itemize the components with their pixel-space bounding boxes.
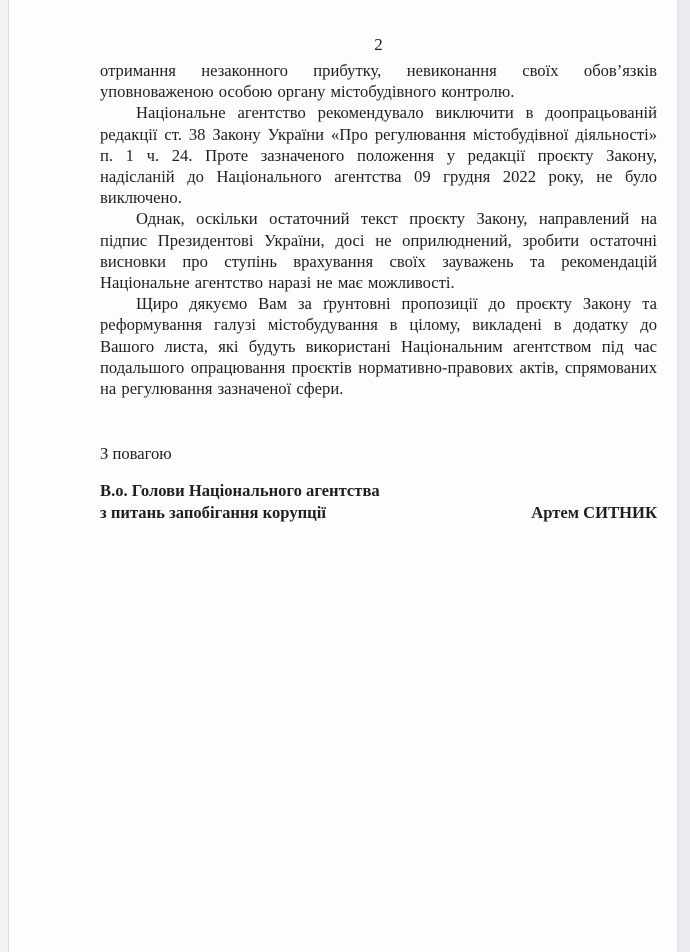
closing-salutation: З повагою: [100, 444, 172, 464]
page-number: 2: [374, 35, 383, 54]
letter-body: [100, 60, 657, 399]
signer-title-line-2: з питань запобігання корупції: [100, 503, 326, 523]
body-paragraph: Національне агентство рекомендувало виключити в доопрацьованій редакції ст. 38 Закону України «Про регулювання містобудівної діяльності» п. 1 ч. 24. Проте зазначеного положення у редакції проєкту Закону, надісланій до Національного агентства 09 грудня 2022 року, не було виключено.: [100, 103, 657, 208]
signature-block: [100, 480, 657, 524]
signer-name: Артем СИТНИК: [531, 503, 657, 523]
page-right-edge: [677, 0, 690, 952]
signer-title: [100, 480, 380, 524]
page-content: [100, 34, 657, 524]
body-paragraph: Однак, оскільки остаточний текст проєкту Закону, направлений на підпис Президентові України, досі не оприлюднений, зробити остаточні висновки про ступінь врахування своїх зауважень та рекомендацій Національне агентство наразі не має можливості.: [100, 209, 657, 293]
body-paragraph: Щиро дякуємо Вам за ґрунтовні пропозиції до проєкту Закону та реформування галузі містобудування в цілому, викладені в додатку до Вашого листа, які будуть використані Національним агентством під час подальшого опрацювання проєктів нормативно-правових актів, спрямованих на регулювання зазначеної сфери.: [100, 294, 657, 399]
signer-title-line-1: В.о. Голови Національного агентства: [100, 481, 380, 501]
page-left-edge: [0, 0, 9, 952]
body-paragraph: отримання незаконного прибутку, невиконання своїх обов’язків уповноваженою особою органу містобудівного контролю.: [100, 61, 657, 102]
